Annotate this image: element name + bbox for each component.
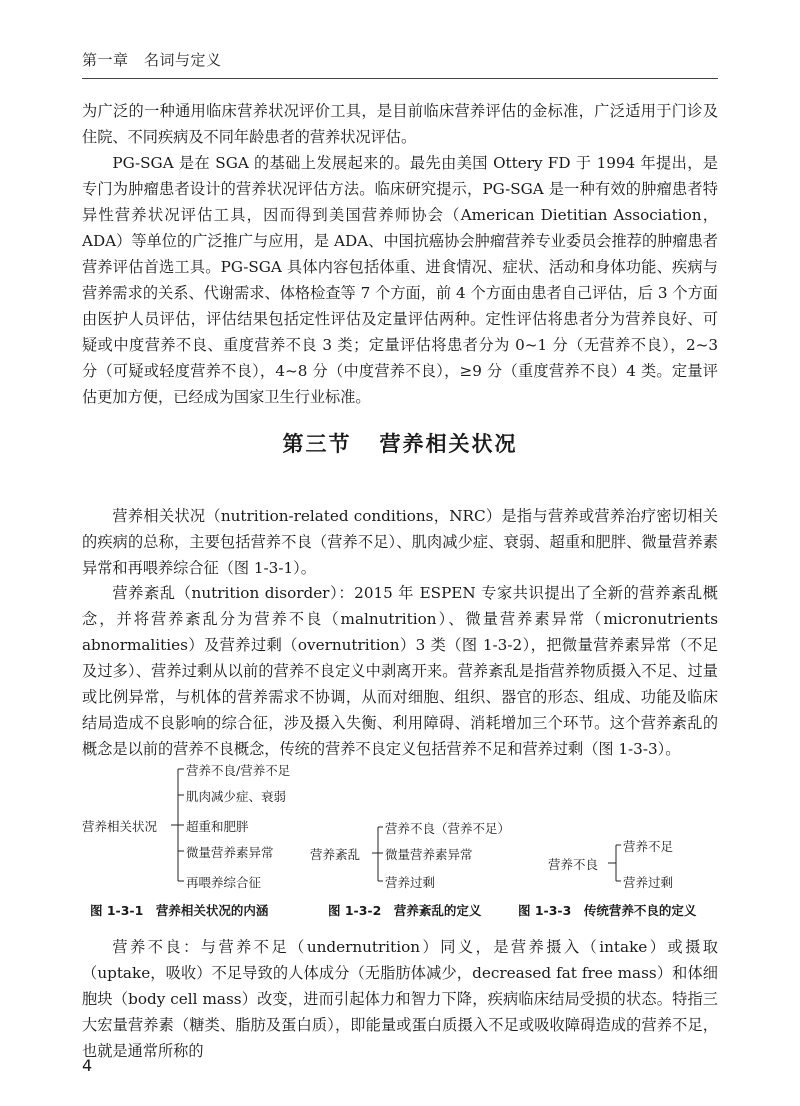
figure-1-3-2 [310, 815, 510, 890]
figure-1-caption: 图 1-3-1 营养相关状况的内涵 [90, 903, 269, 918]
header-divider [82, 78, 718, 79]
section-heading [0, 428, 800, 458]
paragraph-3: 营养相关状况（nutrition-related conditions，NRC）是指与营养或营养治疗密切相关的疾病的总称，主要包括营养不良（营养不足）、肌肉减少症、衰弱、超重和肥胖、微量营养素异常和再喂养综合征（图 1-3-1）。 [82, 507, 718, 577]
page-number: 4 [82, 1056, 93, 1075]
paragraph-1: 为广泛的一种通用临床营养状况评价工具，是目前临床营养评估的金标准，广泛适用于门诊及住院、不同疾病及不同年龄患者的营养状况评估。 [82, 102, 718, 146]
figure-2-item: 营养过剩 [385, 875, 436, 890]
figure-1-item: 肌肉减少症、衰弱 [186, 789, 287, 804]
figure-2-item: 营养不良（营养不足） [385, 821, 511, 836]
figure-1-item: 微量营养素异常 [186, 845, 274, 860]
figure-2-root: 营养紊乱 [310, 847, 361, 862]
paragraph-2: PG-SGA 是在 SGA 的基础上发展起来的。最先由美国 Ottery FD 于 1994 年提出，是专门为肿瘤患者设计的营养状况评估方法。临床研究提示，PG-SGA 是一种有效的肿瘤患者特异性营养状况评估工具，因而得到美国营养师协会（American Dietitian Association，ADA）等单位的广泛推广与应用，是 ADA、中国抗癌协会肿瘤营养专业委员会推荐的肿瘤患者营养评估首选工具。PG-SGA 具体内容包括体重、进食情况、症状、活动和身体功能、疾病与营养需求的关系、代谢需求、体格检查等 7 个方面，前 4 个方面由患者自己评估，后 3 个方面由医护人员评估，评估结果包括定性评估及定量评估两种。定性评估将患者分为营养良好、可疑或中度营养不良、重度营养不良 3 类；定量评估将患者分为 0~1 分（无营养不良），2~3 分（可疑或轻度营养不良），4~8 分（中度营养不良），≥9 分（重度营养不良）4 类。定量评估更加方便，已经成为国家卫生行业标准。 [82, 154, 718, 406]
section-number: 第三节 [282, 432, 352, 456]
section-title: 营养相关状况 [379, 432, 518, 456]
figure-3-caption: 图 1-3-3 传统营养不良的定义 [518, 903, 697, 918]
figure-1-root: 营养相关状况 [82, 819, 158, 834]
paragraph-4: 营养紊乱（nutrition disorder）：2015 年 ESPEN 专家共识提出了全新的营养紊乱概念，并将营养紊乱分为营养不良（malnutrition）、微量营养素异常（micronutrients abnormalities）及营养过剩（overnutrition）3 类（图 1-3-2），把微量营养素异常（不足及过多）、营养过剩从以前的营养不良定义中剥离开来。营养紊乱是指营养物质摄入不足、过量或比例异常，与机体的营养需求不协调，从而对细胞、组织、器官的形态、组成、功能及临床结局造成不良影响的综合征，涉及摄入失衡、利用障碍、消耗增加三个环节。这个营养紊乱的概念是以前的营养不良概念，传统的营养不良定义包括营养不足和营养过剩（图 1-3-3）。 [82, 584, 718, 758]
figure-1-item: 营养不良/营养不足 [186, 763, 291, 778]
figure-1-3-3 [548, 835, 718, 890]
paragraph-5: 营养不良：与营养不足（undernutrition）同义，是营养摄入（intake）或摄取（uptake，吸收）不足导致的人体成分（无脂肪体减少，decreased fat free mass）和体细胞块（body cell mass）改变，进而引起体力和智力下降，疾病临床结局受损的状态。特指三大宏量营养素（糖类、脂肪及蛋白质），即能量或蛋白质摄入不足或吸收障碍造成的营养不足，也就是通常所称的 [82, 938, 718, 1060]
figure-2-caption: 图 1-3-2 营养紊乱的定义 [328, 903, 482, 918]
figure-3-item: 营养不足 [623, 839, 674, 854]
figure-1-item: 超重和肥胖 [186, 819, 249, 834]
figure-1-item: 再喂养综合征 [186, 875, 262, 890]
running-header: 第一章 名词与定义 [82, 51, 222, 69]
figure-3-item: 营养过剩 [623, 875, 674, 890]
figure-1-3-1 [82, 755, 302, 890]
figure-2-item: 微量营养素异常 [385, 847, 473, 862]
figure-3-root: 营养不良 [548, 857, 599, 872]
